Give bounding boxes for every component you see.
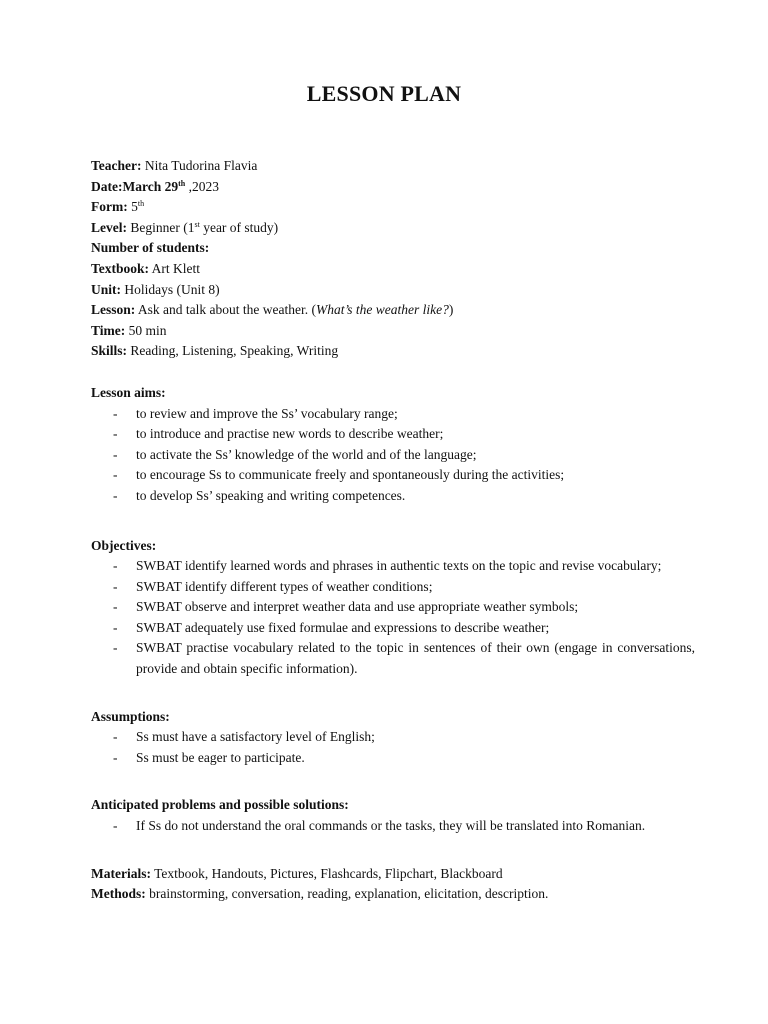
methods-field (91, 884, 695, 905)
lesson-field (91, 300, 695, 321)
list-item: - If Ss do not understand the oral commands or the tasks, they will be translated into Romanian. (91, 816, 695, 837)
problems-list (91, 816, 695, 837)
students-label: Number of students: (91, 240, 210, 256)
dash-marker: - (113, 640, 118, 656)
assumptions-list (91, 727, 695, 768)
list-item: - to review and improve the Ss’ vocabulary range; (91, 404, 695, 425)
dash-marker: - (113, 729, 118, 745)
dash-marker: - (113, 599, 118, 615)
skills-field (91, 341, 695, 362)
unit-label: Unit: (91, 281, 121, 297)
materials-value: Textbook, Handouts, Pictures, Flashcards, Flipchart, Blackboard (154, 865, 503, 881)
time-value: 50 min (128, 322, 167, 338)
materials-label: Materials: (91, 865, 151, 881)
skills-value: Reading, Listening, Speaking, Writing (130, 343, 339, 359)
dash-marker: - (113, 467, 118, 483)
list-item: - Ss must have a satisfactory level of English; (91, 727, 695, 748)
list-item: - to encourage Ss to communicate freely and spontaneously during the activities; (91, 465, 695, 486)
list-item: - SWBAT identify different types of weather conditions; (91, 577, 695, 598)
textbook-label: Textbook: (91, 260, 150, 276)
teacher-field (91, 156, 695, 177)
dash-marker: - (113, 426, 118, 442)
dash-marker: - (113, 578, 118, 594)
lesson-label: Lesson: (91, 302, 136, 318)
date-suffix: th (178, 178, 186, 188)
objectives-title: Objectives: (91, 537, 157, 553)
textbook-value: Art Klett (151, 260, 201, 276)
level-label: Level: (91, 219, 127, 235)
list-item: - SWBAT adequately use fixed formulae and expressions to describe weather; (91, 618, 695, 639)
time-label: Time: (91, 322, 126, 338)
level-field (91, 218, 695, 239)
dash-marker: - (113, 446, 118, 462)
problems-title: Anticipated problems and possible solutions: (91, 797, 349, 813)
lesson-close: ) (448, 302, 454, 318)
lesson-plan-body (91, 156, 695, 905)
lesson-question: What’s the weather like? (315, 302, 449, 318)
dash-marker: - (113, 558, 118, 574)
methods-label: Methods: (91, 886, 146, 902)
level-suffix: st (194, 219, 200, 229)
date-month-day: March 29 (122, 178, 179, 194)
level-value: Beginner (1 (130, 219, 195, 235)
unit-field (91, 280, 695, 301)
students-field (91, 238, 695, 259)
date-year: ,2023 (185, 178, 219, 194)
form-suffix: th (137, 199, 145, 209)
list-item: - to develop Ss’ speaking and writing competences. (91, 486, 695, 507)
teacher-label: Teacher: (91, 158, 142, 173)
page-title: LESSON PLAN (306, 81, 462, 106)
list-item: - Ss must be eager to participate. (91, 748, 695, 769)
list-item: - SWBAT observe and interpret weather data and use appropriate weather symbols; (91, 597, 695, 618)
list-item: - to introduce and practise new words to describe weather; (91, 424, 695, 445)
form-value: 5 (131, 199, 138, 215)
lesson-value: Ask and talk about the weather. ( (137, 302, 316, 318)
objectives-list (91, 556, 695, 680)
dash-marker: - (113, 405, 118, 421)
methods-value: brainstorming, conversation, reading, explanation, elicitation, description. (149, 886, 549, 902)
date-label: Date: (91, 178, 123, 194)
assumptions-title: Assumptions: (91, 708, 170, 724)
aims-list (91, 404, 695, 507)
aims-title: Lesson aims: (91, 384, 166, 400)
list-item: - SWBAT identify learned words and phrases in authentic texts on the topic and revise vocabulary; (91, 556, 695, 577)
dash-marker: - (113, 818, 118, 834)
level-value-end: year of study) (199, 219, 279, 235)
time-field (91, 321, 695, 342)
list-item: - SWBAT practise vocabulary related to the topic in sentences of their own (engage in conversations, provide and obtain specific information). (113, 640, 695, 677)
date-field (91, 177, 695, 198)
form-field (91, 197, 695, 218)
dash-marker: - (113, 619, 118, 635)
materials-field (91, 864, 695, 885)
form-label: Form: (91, 199, 128, 215)
unit-value: Holidays (Unit 8) (124, 281, 220, 297)
dash-marker: - (113, 487, 118, 503)
skills-label: Skills: (91, 343, 128, 359)
dash-marker: - (113, 749, 118, 765)
teacher-value: Nita Tudorina Flavia (144, 158, 258, 173)
list-item: - to activate the Ss’ knowledge of the world and of the language; (91, 445, 695, 466)
textbook-field (91, 259, 695, 280)
